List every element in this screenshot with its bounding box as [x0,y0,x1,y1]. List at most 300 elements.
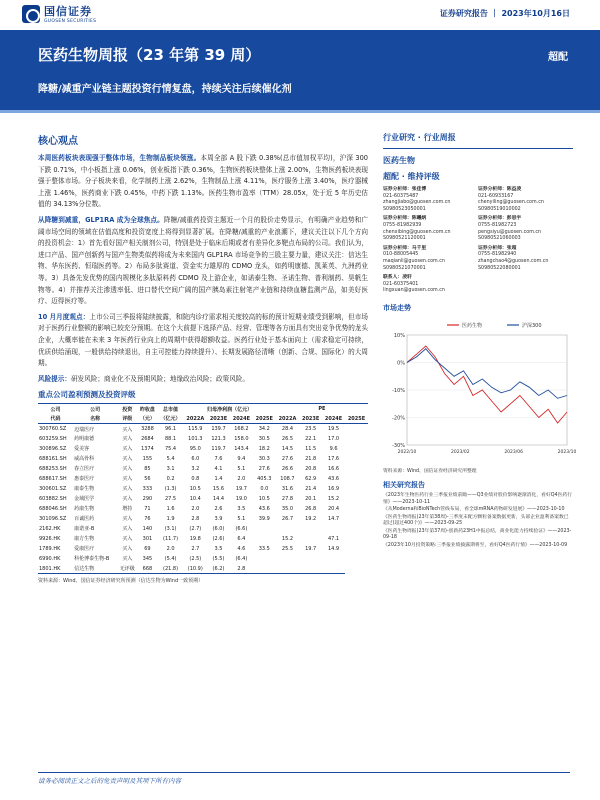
table-cell: 2.0 [237,475,246,482]
core-view-title: 核心观点 [38,136,78,147]
table-cell: 16.6 [327,465,340,472]
table-cell: 20.8 [305,465,317,472]
table-cell: 10.5 [189,485,201,492]
paragraph-body: 本周全部 A 股下跌 0.38%(总市值加权平均)，沪深 300 下跌 0.71%，中小板指上涨 0.06%，创业板指下跌 0.36%，生物医药板块整体上涨 2.00%，生物医药板块表现强于整体市场。分子板块来看，化学制药上涨 2.62%，生物制品上涨 4.11%，医疗服务上涨 3.40%，医疗器械上涨 1.46%，医药商业下跌 0.45%，中药下跌 1.13%。医药生物市盈率（TTM）28.05x，处于近 5 年历史估值的 34.13%分位数。 [38,154,368,209]
legend-label: 医药生物 [462,322,483,329]
table-title: 重点公司盈利预测及投资评级 [38,390,136,400]
analyst-phone: 021-60375487 [383,193,419,199]
table-cell [253,564,276,574]
table-cell: 43.6 [327,475,340,482]
analyst-role: 证券分析师：彭思宇 [478,216,522,222]
table-cell: 17.0 [327,435,340,442]
table-cell: 迈瑞医疗 [74,426,95,433]
table-cell [253,554,276,564]
table-cell: 27.6 [258,465,270,472]
table-cell: 140 [142,525,153,532]
table-cell: 6990.HK [39,555,61,562]
table-cell [299,554,322,564]
analyst-cert: S0980519010002 [478,206,521,212]
x-tick-label: 2023/10 [557,449,577,455]
table-row [38,444,368,454]
analyst-cert: S0980521070001 [383,265,426,271]
table-cell: 603882.SH [39,495,67,502]
table-cell: 2.7 [191,545,200,552]
table-row [38,524,368,534]
table-cell: 信达生物 [73,564,117,574]
th-mcap: 总市值 [158,404,184,414]
analyst-role: 证券分析师：张佳博 [383,187,427,192]
table-cell: 9926.HK [39,535,61,542]
table-cell: 115.9 [188,426,203,433]
table-cell: 688046.SH [39,505,67,512]
rating-line: 超配 · 维持评级 [383,172,440,181]
table-cell: 0.2 [166,475,175,482]
table-cell: 33.5 [258,545,270,552]
table-cell [253,534,276,544]
table-cell: 买入 [122,426,133,433]
related-report-item[interactable]: 《2023年生物医药行业三季报业绩前瞻——Q3业绩对股价影响逐渐消化，看好Q4医药行情》——2023-10-11 [383,492,572,505]
table-cell: 290 [142,495,153,502]
table-cell: 3288 [141,426,154,433]
table-row [38,434,368,444]
table-cell: 19.0 [235,495,247,502]
table-cell: 27.6 [281,455,294,462]
y-tick-label: -20% [392,415,405,422]
table-cell: 139.7 [211,426,226,433]
table-row [38,424,368,434]
table-cell: 31.6 [281,485,294,492]
guosen-logo-icon [22,5,40,23]
analyst-email[interactable]: chenyiling@guosen.com.cn [478,200,544,206]
table-cell: (11.7) [163,535,179,542]
related-report-item[interactable]: 《医药生物周报(23年第38周)-三季度末配方颗粒备案数据更新，头部企业盈利备案数已超过(超过400个)》——2023-09-25 [383,514,569,527]
table-row [38,484,368,494]
table-cell: 15.2 [281,535,294,542]
analyst-email[interactable]: maqianli@guosen.com.cn [383,258,445,264]
x-tick-label: 2023/06 [504,449,524,455]
table-cell: 11.5 [305,445,317,452]
table-cell: 康泰生物 [74,486,95,493]
analyst-card [383,187,478,213]
table-cell: 1.4 [214,475,223,482]
table-cell: 20.1 [305,495,317,502]
table-cell: 688617.SH [39,475,67,482]
table-cell: 康方生物 [74,536,95,543]
table-cell: 333 [142,485,153,492]
table-cell: 62.9 [305,475,317,482]
analyst-email[interactable]: zhangchao4@guosen.com.cn [478,258,549,264]
footer-divider [38,772,570,773]
analyst-phone: 0755-81982723 [478,222,517,228]
table-cell: 买入 [122,456,133,463]
table-cell: 百诚医药 [74,516,95,523]
table-cell: 增持 [122,506,133,513]
analyst-role: 证券分析师：张超 [478,245,517,251]
paragraph-lead: 风险提示： [38,374,71,383]
table-cell: 康诺亚-B [74,526,95,533]
table-cell: 威高骨科 [74,456,95,463]
forecast-table [38,403,368,574]
sector-label: 医药生物 [383,156,415,165]
table-cell: 2.8 [191,515,200,522]
paragraph-body: 上市公司三季报将陆续披露，和院内诊疗需求相关度较高的标的预计短期业绩受到影响，但市场对于医药行业整顿的影响已较充分预期。在这个大前提下选择产品、经营、管理等各方面具有突出竞争优势的龙头企业，大概率能在未来 3 年医药行业向上的周期中获得超额收益。医药行业处于基本面向上（需求稳定可持续，优质供给涌现，一般供给持续退出，自主可控能力持续提升）、长期发展路径清晰（创新、合规、国际化）的大周期。 [38,312,368,368]
table-cell: 买入 [122,476,133,483]
table-cell: 301096.SZ [39,515,67,522]
table-cell: 0.0 [260,485,269,492]
table-cell: 69 [144,545,151,552]
table-cell: 3.2 [191,465,200,472]
th-code-2: 代码 [38,414,73,424]
related-report-item[interactable]: 《2023年10月投资策略:三季报业绩披露期将至，看好Q4医药行情》——2023-10-09 [383,543,568,549]
table-cell: 3.5 [214,545,223,552]
sidebar-divider [383,148,573,149]
th-rating-2: 评级 [117,414,137,424]
analyst-phone: 010-88005445 [383,252,419,258]
table-cell: 56 [144,475,151,482]
table-cell: 23.5 [305,426,317,433]
table-cell: 19.5 [327,426,340,433]
table-cell: 科伦博泰生物-B [74,556,110,563]
table-cell: 买入 [122,436,133,443]
x-tick-label: 2023/02 [450,449,470,455]
table-cell [253,524,276,534]
table-cell: 21.4 [305,485,317,492]
report-type-label: 证券研究报告 ｜ 2023年10月16日 [439,9,570,18]
table-cell: 14.5 [281,445,294,452]
table-cell: (6.0) [212,525,225,532]
table-cell: (6.2) [207,564,230,574]
table-cell: 101.3 [188,435,203,442]
table-cell: 3.5 [237,505,246,512]
table-cell: 18.2 [258,445,270,452]
table-row [38,544,368,554]
table-cell [299,534,322,544]
table-cell: 爱美客 [74,446,90,453]
th-rating: 投资 [117,404,137,414]
table-cell: 1801.HK [38,564,73,574]
table-cell: 26.6 [281,465,294,472]
table-cell: (2.5) [189,555,202,562]
table-cell: 47.1 [327,535,340,542]
disclaimer-footer: 请务必阅读正文之后的免责声明及其项下所有内容 [38,777,181,785]
paragraph-lead: 10 月月度观点： [38,312,90,321]
table-cell: 买入 [122,446,133,453]
analyst-email[interactable]: chenxibing@guosen.com.cn [383,229,451,235]
industry-label: 行业研究 · 行业周报 [383,133,456,142]
table-cell: 3.1 [166,465,175,472]
table-row [38,454,368,464]
th-year: 2025E [253,414,276,424]
table-cell: 5.1 [237,515,246,522]
table-cell: 301 [142,535,153,542]
table-cell: 96.1 [164,426,177,433]
table-cell: 668 [137,564,157,574]
y-tick-label: -10% [392,387,405,394]
analyst-email[interactable]: zhangjiabo@guosen.com.cn [383,200,451,206]
analyst-cert: S0980522080001 [478,265,521,271]
table-cell: 143.4 [234,445,249,452]
table-cell: 300896.SZ [39,445,67,452]
table-cell: 1.6 [166,505,175,512]
paragraph-body: 降糖/减重药投资主题近一个月的股价走势显示，有明确产业趋势和广阔市场空间的领域在估值高度和投资宽度上将得到显著扩展。在降糖/减重的产业浪潮下，建议关注以下几个方向的投资机会：1）首先看好国产相关制剂公司，特别是处于临床后期或者有差异化多靶点布局的公司。我们认为，进口产品、国产创新药与国产生物类似药将成为未来国内 GLP1RA 市场竞争的三股主要力量，建议关注：信达生物、华东医药、恒瑞医药等。2）布局多肽赛道、资金实力雄厚的 CDMO 龙头，如药明康德、凯莱英、九洲药业等。3）具备先发优势的国内规模化多肽原料药 CDMO 及上游企业，如诺泰生物、圣诺生物、普利制药、昊帆生物等。4）并推荐关注渗透率低、进口替代空间广阔的国产胰岛素注射笔产业链和持续血糖监测产品，如美好医疗、迈得医疗等。 [38,215,368,306]
table-cell: 买入 [122,556,133,563]
th-mcap-2: （亿元） [158,414,184,424]
table-cell: 16.9 [327,485,340,492]
table-cell: 1.9 [166,515,175,522]
table-cell: 108.7 [280,475,295,482]
analyst-phone: 0755-81982940 [478,252,517,258]
table-cell: 春立医疗 [74,466,95,473]
table-cell: 121.3 [211,435,226,442]
chart-svg [383,315,577,465]
table-cell: 2.0 [191,505,200,512]
table-cell: 惠泰医疗 [74,476,95,483]
legend-label: 沪深300 [522,322,542,329]
th-year: 2023E [207,414,230,424]
table-cell: 19.7 [305,545,317,552]
analyst-list [383,187,573,295]
th-name: 公司 [73,404,117,414]
th-year: 2025E [345,414,368,424]
table-cell: 买入 [122,516,133,523]
analyst-role: 证券分析师：陈曦炳 [383,216,427,222]
th-net-profit: 归母净利润（亿元） [184,404,276,414]
table-cell: 无评级 [117,564,137,574]
table-cell: 2.6 [214,505,223,512]
table-cell: 17.6 [327,455,340,462]
table-cell: 28.4 [281,426,294,433]
x-tick-label: 2022/10 [397,449,417,455]
page-header [0,0,600,30]
analyst-email[interactable]: pengsiyu@guosen.com.cn [478,229,542,235]
market-trend-chart [383,315,577,465]
analyst-phone: 0755-81982939 [383,222,422,228]
table-cell: 买入 [122,496,133,503]
table-cell: 85 [144,465,151,472]
paragraph-glp1 [38,215,368,308]
table-row [38,474,368,484]
table-cell: (6.6) [235,525,248,532]
table-cell: 158.0 [234,435,249,442]
table-row [38,494,368,504]
table-cell: 688161.SH [39,455,67,462]
analyst-cert: S0980521060003 [478,236,521,242]
table-cell: 14.4 [212,495,225,502]
rating-badge: 超配 [548,52,568,63]
related-reports-title: 相关研究报告 [383,480,425,489]
table-cell: (3.1) [164,525,177,532]
table-cell: 603259.SH [39,435,67,442]
analyst-card [478,187,573,213]
table-cell: 10.4 [189,495,201,502]
table-cell: 26.5 [281,435,294,442]
table-cell: (10.9) [184,564,207,574]
table-row [38,534,368,544]
table-cell [299,524,322,534]
th-price: 昨收盘 [137,404,157,414]
table-cell: 7.6 [214,455,223,462]
banner-divider [0,110,600,113]
table-cell: 买入 [122,546,133,553]
table-cell [322,524,345,534]
th-pe: PE [276,404,368,414]
table-cell: 76 [144,515,151,522]
analyst-card [383,275,478,295]
table-cell: 19.2 [305,515,317,522]
paragraph-lead: 从降糖到减重，GLP1RA 成为全球焦点。 [38,215,164,224]
th-year: 2022A [276,414,299,424]
table-cell: 43.6 [258,505,270,512]
table-cell: 71 [144,505,151,512]
table-cell [299,564,322,574]
th-year: 2023E [299,414,322,424]
table-cell: 买入 [122,486,133,493]
table-cell: 30.5 [258,435,270,442]
table-cell [322,554,345,564]
table-cell [276,554,299,564]
related-report-item[interactable]: 《从Moderna和BioNTech管线布局，看全球mRNA药物研发进展》——2023-10-10 [383,507,565,513]
paragraph-body: 研发风险；商业化不及预期风险；地缘政治风险；政策风险。 [70,374,249,383]
analyst-role: 证券分析师：陈益凌 [478,187,522,192]
table-cell: (6.4) [235,555,248,562]
table-cell: 4.6 [237,545,246,552]
th-year: 2024E [230,414,253,424]
table-cell: 155 [142,455,153,462]
table-cell: 4.1 [214,465,223,472]
th-year: 2024E [322,414,345,424]
table-cell: 35.0 [281,505,294,512]
table-cell: (21.8) [158,564,184,574]
sidebar-column [383,132,577,551]
table-row [38,564,368,574]
table-cell: 药明康德 [74,436,95,443]
table-cell: 688253.SH [39,465,67,472]
table-row [38,554,368,564]
analyst-cert: S0980521120001 [383,236,426,242]
table-cell: 300601.SZ [39,485,67,492]
logo-en: GUOSEN SECURITIES [44,19,97,24]
paragraph-market [38,153,368,211]
logo-cn: 国信证券 [44,5,92,18]
table-cell: 27.8 [281,495,294,502]
table-cell: (1.3) [164,485,177,492]
table-cell [322,564,345,574]
table-cell: 88.1 [164,435,177,442]
chart-title: 市场走势 [383,303,411,312]
table-cell: 10.5 [258,495,270,502]
analyst-role: 证券分析师：马千里 [383,245,427,251]
table-cell: 9.6 [329,445,338,452]
th-price-2: （元） [137,414,157,424]
table-cell: 5.1 [237,465,246,472]
table-cell: 买入 [122,536,133,543]
table-cell: 6.0 [191,455,200,462]
chart-source: 资料来源：Wind、国信证券经济研究所整理 [383,468,477,474]
company-logo [22,3,96,24]
table-cell: 405.3 [257,475,272,482]
series-line-1 [407,349,567,399]
table-cell: 25.5 [281,545,294,552]
table-cell: 0.8 [191,475,200,482]
table-cell [276,524,299,534]
table-cell: 21.8 [305,455,317,462]
table-cell: 3.9 [214,515,223,522]
table-cell: (5.5) [212,555,225,562]
table-row [38,464,368,474]
table-cell: (2.7) [189,525,202,532]
table-cell: 95.0 [189,445,201,452]
table-cell: 2.8 [230,564,253,574]
report-subtitle: 降糖/减重产业链主题投资行情复盘，持续关注后续催化剂 [38,84,292,95]
table-cell: 买入 [122,466,133,473]
table-cell: 30.3 [258,455,270,462]
table-cell: 14.7 [327,515,340,522]
table-cell: 金域医学 [74,496,95,503]
table-cell: 1374 [141,445,154,452]
paragraph-october [38,312,368,370]
table-cell: 2684 [141,435,154,442]
main-column [38,132,368,584]
table-cell: 5.4 [166,455,175,462]
paragraph-lead: 本周医药板块表现强于整体市场，生物制品板块领涨。 [38,154,201,162]
table-cell: 2162.HK [39,525,61,532]
table-cell: 19.8 [189,535,201,542]
table-cell: 药康生物 [74,506,95,513]
table-cell: 34.2 [258,426,270,433]
table-row [38,514,368,524]
analyst-card [478,216,573,242]
table-cell: 345 [142,555,153,562]
table-cell: 2.0 [166,545,175,552]
table-cell: 75.4 [164,445,177,452]
analyst-email[interactable]: lingxuan@guosen.com.cn [383,288,445,294]
table-cell: 15.6 [212,485,225,492]
table-body [38,424,368,574]
table-source: 资料来源：Wind、国信证券经济研究所预测（信达生物为Wind一致预期） [38,578,204,585]
table-cell: 300760.SZ [39,426,67,433]
table-cell: 26.8 [305,505,317,512]
table-cell [276,564,299,574]
series-line-0 [407,346,567,423]
table-cell: 27.5 [164,495,177,502]
analyst-phone: 021-60375401 [383,281,419,287]
table-cell: 14.9 [327,545,340,552]
y-tick-label: 0% [397,360,405,367]
table-row [38,504,368,514]
analyst-role: 联系人：凌轩 [383,275,412,281]
table-cell: 168.2 [234,426,249,433]
y-tick-label: 10% [393,332,405,339]
paragraph-risk [38,374,368,386]
y-tick-label: -30% [392,442,405,449]
related-report-item[interactable]: 《医药生物周报(23年第37周)-创新药23H1中报总结，商业化能力持续验证》——2023-09-18 [383,528,572,541]
related-reports-list [383,493,573,550]
table-cell: 22.1 [305,435,317,442]
table-cell: 爱康医疗 [74,546,95,553]
table-cell: 买入 [122,526,133,533]
table-cell: 15.2 [327,495,340,502]
analyst-card [383,216,478,242]
analyst-card [478,246,573,272]
table-cell: 119.7 [211,445,226,452]
table-cell: 39.9 [258,515,270,522]
table-cell: (2.6) [212,535,225,542]
table-cell: 6.4 [237,535,246,542]
analyst-phone: 021-60933167 [478,193,514,199]
table-cell: 1789.HK [39,545,61,552]
th-code: 公司 [38,404,73,414]
table-cell: (5.4) [164,555,177,562]
